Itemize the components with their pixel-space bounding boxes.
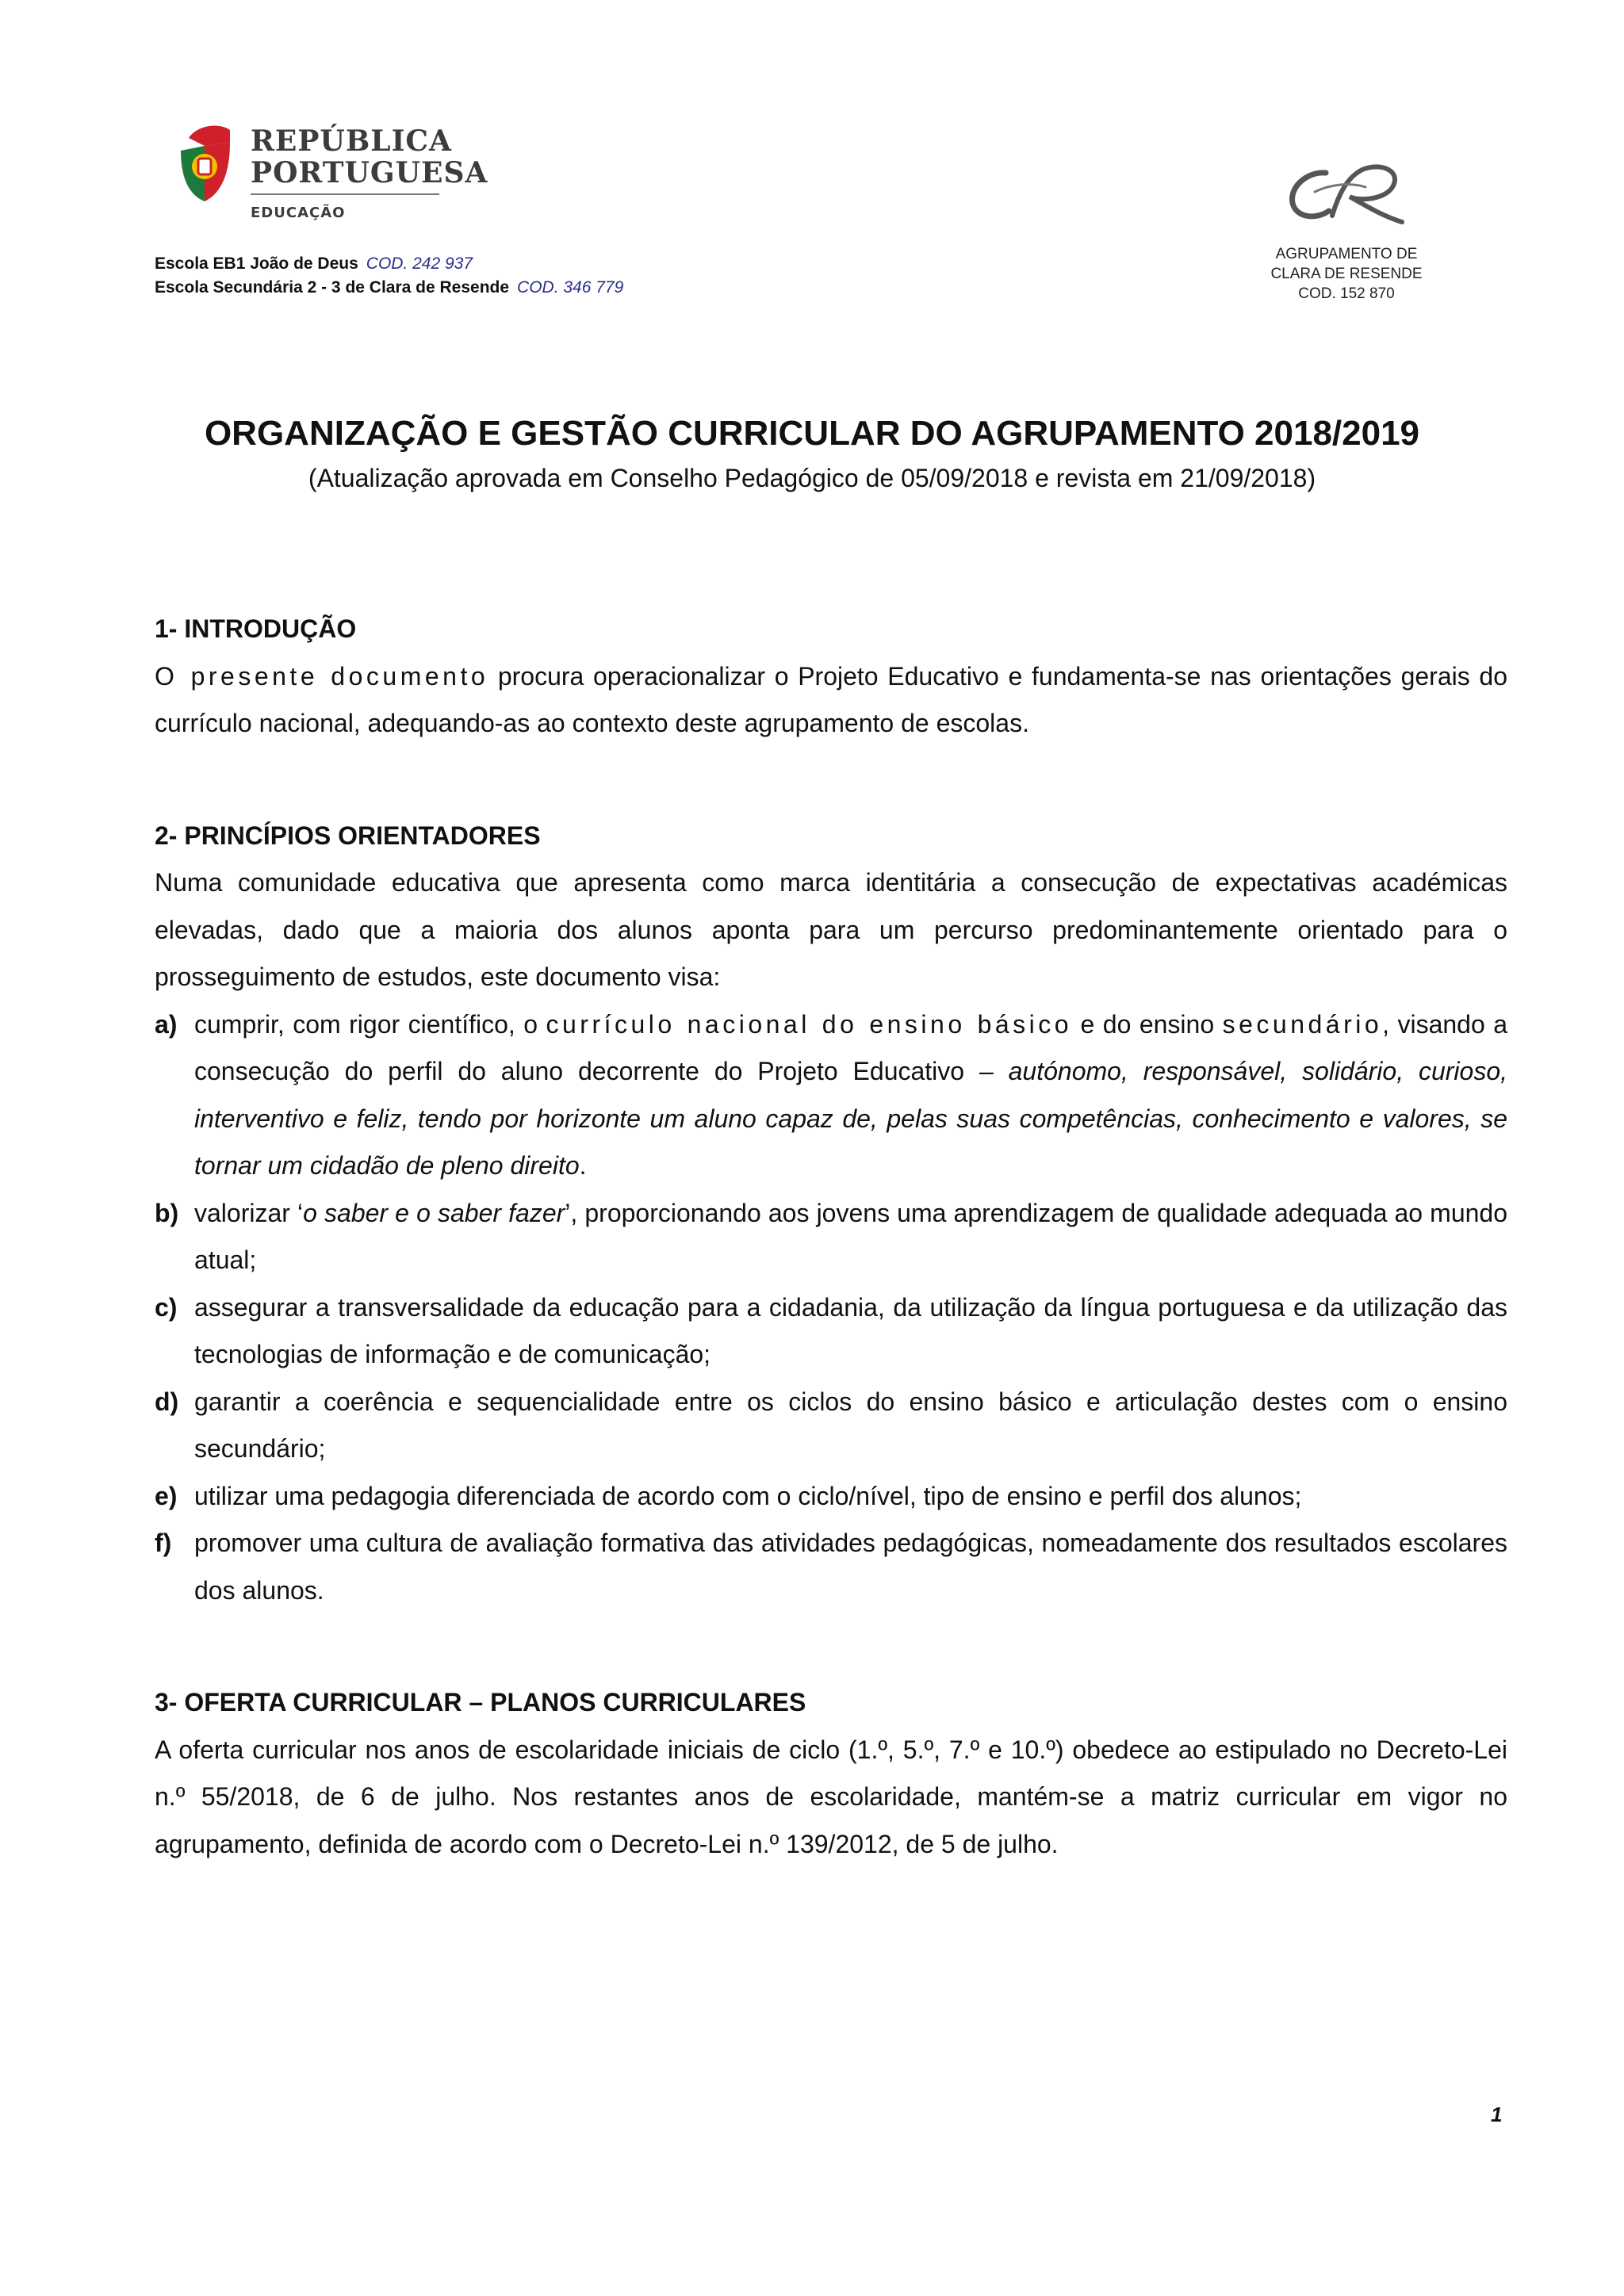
agrupamento-line-1: AGRUPAMENTO DE: [1275, 246, 1418, 262]
list-marker: f): [155, 1529, 172, 1557]
school-line: [155, 252, 623, 276]
school-line: [155, 276, 623, 300]
item-text: ’, proporcionando aos jovens uma aprendizagem de qualidade adequada ao mundo atual;: [194, 1198, 1508, 1274]
list-marker: b): [155, 1198, 179, 1227]
section-heading-oferta: 3- OFERTA CURRICULAR – PLANOS CURRICULARES: [155, 1688, 806, 1716]
list-marker: c): [155, 1292, 178, 1322]
intro-paragraph: [155, 653, 1507, 748]
logo-subtitle: EDUCAÇÃO: [251, 205, 346, 221]
school-code: COD. 242 937: [366, 254, 473, 273]
document-title: ORGANIZAÇÃO E GESTÃO CURRICULAR DO AGRUPAMENTO 2018/2019: [204, 414, 1420, 453]
item-text: .: [579, 1151, 587, 1180]
list-marker: d): [155, 1387, 179, 1416]
item-italic-text: o saber e o saber fazer: [303, 1198, 565, 1227]
item-text: cumprir, com rigor científico, o: [194, 1009, 546, 1039]
logo-divider: [251, 193, 439, 195]
principios-lead: Numa comunidade educativa que apresenta como marca identitária a consecução de expectativas académicas elevadas, dado que a maioria dos alunos aponta para um percurso predominantemente orientado para o prosseguimento de estudos, este documento visa:: [155, 868, 1507, 991]
item-text: utilizar uma pedagogia diferenciada de acordo com o ciclo/nível, tipo de ensino e perfil dos alunos;: [194, 1481, 1302, 1510]
list-item: [155, 1284, 1507, 1379]
list-item: [155, 1520, 1507, 1614]
page-number: 1: [1491, 2103, 1503, 2126]
item-text: promover uma cultura de avaliação formativa das atividades pedagógicas, nomeadamente dos resultados escolares dos alunos.: [194, 1529, 1507, 1605]
portuguese-flag-icon: [178, 122, 235, 201]
republica-portuguesa-logo: [178, 122, 488, 225]
oferta-paragraph: A oferta curricular nos anos de escolaridade iniciais de ciclo (1.º, 5.º, 7.º e 10.º) obedece ao estipulado no Decreto-Lei n.º 55/2018, de 6 de julho. Nos restantes anos de escolaridade, mantém-se a matriz curricular em vigor no agrupamento, definida de acordo com o Decreto-Lei n.º 139/2012, de 5 de julho.: [155, 1735, 1507, 1858]
school-name: Escola EB1 João de Deus: [155, 254, 358, 273]
item-text: garantir a coerência e sequencialidade entre os ciclos do ensino básico e articulação destes com o ensino secundário;: [194, 1387, 1507, 1463]
item-text: assegurar a transversalidade da educação para a cidadania, da utilização da língua portuguesa e da utilização das tecnologias de informação e de comunicação;: [194, 1292, 1507, 1368]
list-item: [155, 1001, 1507, 1190]
school-list: [155, 252, 623, 300]
school-name: Escola Secundária 2 - 3 de Clara de Resende: [155, 278, 510, 297]
item-text: valorizar ‘: [194, 1198, 304, 1227]
school-code: COD. 346 779: [517, 278, 624, 297]
item-text: e do ensino: [1072, 1009, 1223, 1039]
principios-list: [155, 1001, 1507, 1615]
list-item: [155, 1379, 1507, 1473]
list-marker: e): [155, 1481, 178, 1510]
document-subtitle: (Atualização aprovada em Conselho Pedagógico de 05/09/2018 e revista em 21/09/2018): [308, 464, 1316, 492]
agrupamento-label: [1237, 244, 1456, 304]
document-body: [155, 606, 1507, 1868]
list-item: [155, 1190, 1507, 1284]
intro-text: procura operacionalizar o Projeto Educativo e fundamenta-se nas orientações gerais do currículo nacional, adequando-as ao contexto deste agrupamento de escolas.: [155, 661, 1508, 737]
list-item: [155, 1473, 1507, 1521]
list-marker: a): [155, 1009, 178, 1039]
item-spaced-text: secundário: [1222, 1009, 1383, 1039]
item-spaced-text: currículo nacional do ensino básico: [546, 1009, 1073, 1039]
agrupamento-code: COD. 152 870: [1298, 285, 1395, 302]
item-italic-text: autónomo, responsável, solidário, curioso, interventivo e feliz, tendo por horizonte um aluno capaz de, pelas suas competências, conhecimento e valores, se tornar um cidadão de pleno direito: [194, 1057, 1508, 1180]
agrupamento-line-2: CLARA DE RESENDE: [1270, 266, 1423, 282]
section-heading-introducao: 1- INTRODUÇÃO: [155, 614, 357, 643]
section-heading-principios: 2- PRINCÍPIOS ORIENTADORES: [155, 821, 541, 850]
item-text: , visando a consecução do perfil do aluno decorrente do Projeto Educativo –: [194, 1009, 1508, 1085]
clara-resende-logo-icon: [1283, 155, 1410, 228]
logo-line-2: PORTUGUESA: [251, 156, 488, 189]
intro-spaced-text: O presente documento: [155, 661, 489, 691]
logo-line-1: REPÚBLICA: [251, 124, 452, 158]
